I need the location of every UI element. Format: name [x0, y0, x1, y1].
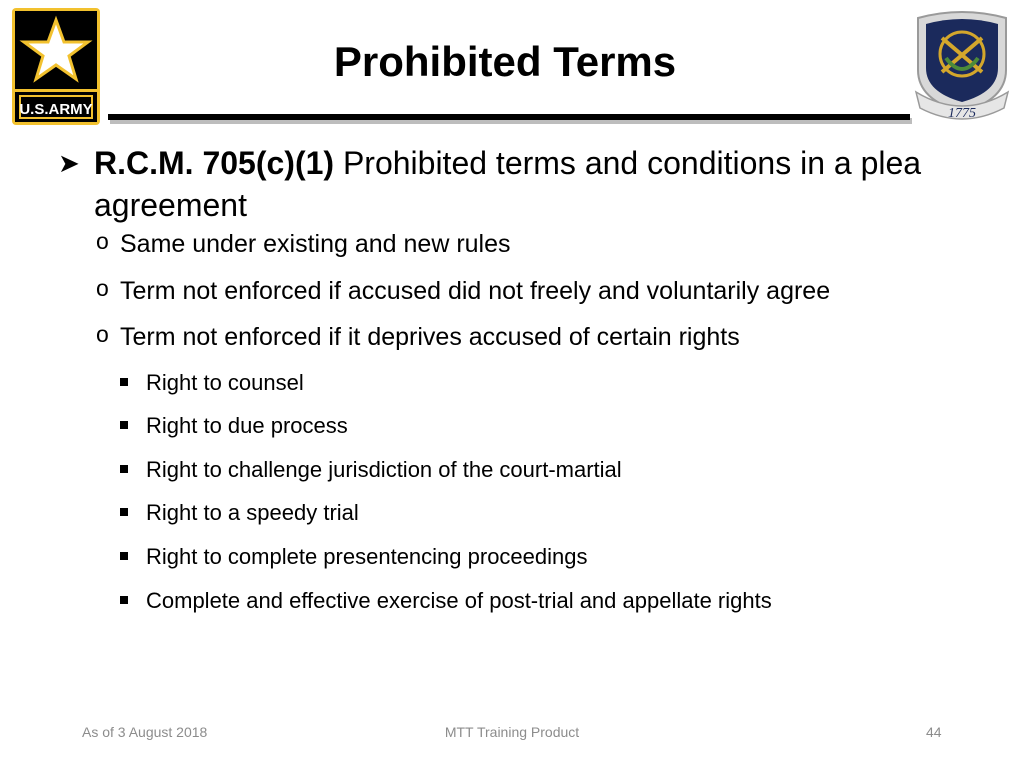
square-bullet-icon: [120, 378, 128, 386]
main-bullet-text: Prohibited terms and conditions in a plea agreement: [94, 145, 922, 223]
hollow-circle-bullet-icon: o: [96, 228, 109, 254]
rule-citation: R.C.M. 705(c)(1): [94, 145, 335, 181]
page-title: Prohibited Terms: [333, 38, 677, 85]
arrow-bullet-icon: ➤: [58, 148, 80, 178]
page-number: 44: [926, 724, 942, 740]
square-bullet-icon: [120, 421, 128, 429]
footer-date: As of 3 August 2018: [82, 724, 208, 740]
square-bullet-icon: [120, 552, 128, 560]
footer-center: MTT Training Product: [444, 724, 580, 740]
seal-year: 1775: [948, 106, 976, 121]
logo-text: U.S.ARMY: [19, 101, 93, 118]
hollow-circle-bullet-icon: o: [96, 275, 109, 301]
square-bullet-icon: [120, 465, 128, 473]
square-bullet-icon: [120, 508, 128, 516]
square-bullet-icon: [120, 596, 128, 604]
hollow-circle-bullet-icon: o: [96, 321, 109, 347]
slide-content: ➤ R.C.M. 705(c)(1) Prohibited terms and conditions in a plea agreement o Same under existing and new rules o Term not enforced if accused did not freely and voluntarily agree o Term not enforced if it deprives accused of certain rights Right to counsel Right to due process Right to challenge jurisdiction of the court-martial Right to a speedy trial Right to complete presentencing proceedings Complete and effective exercise of post-trial and appellate rights: [0, 0, 1024, 700]
